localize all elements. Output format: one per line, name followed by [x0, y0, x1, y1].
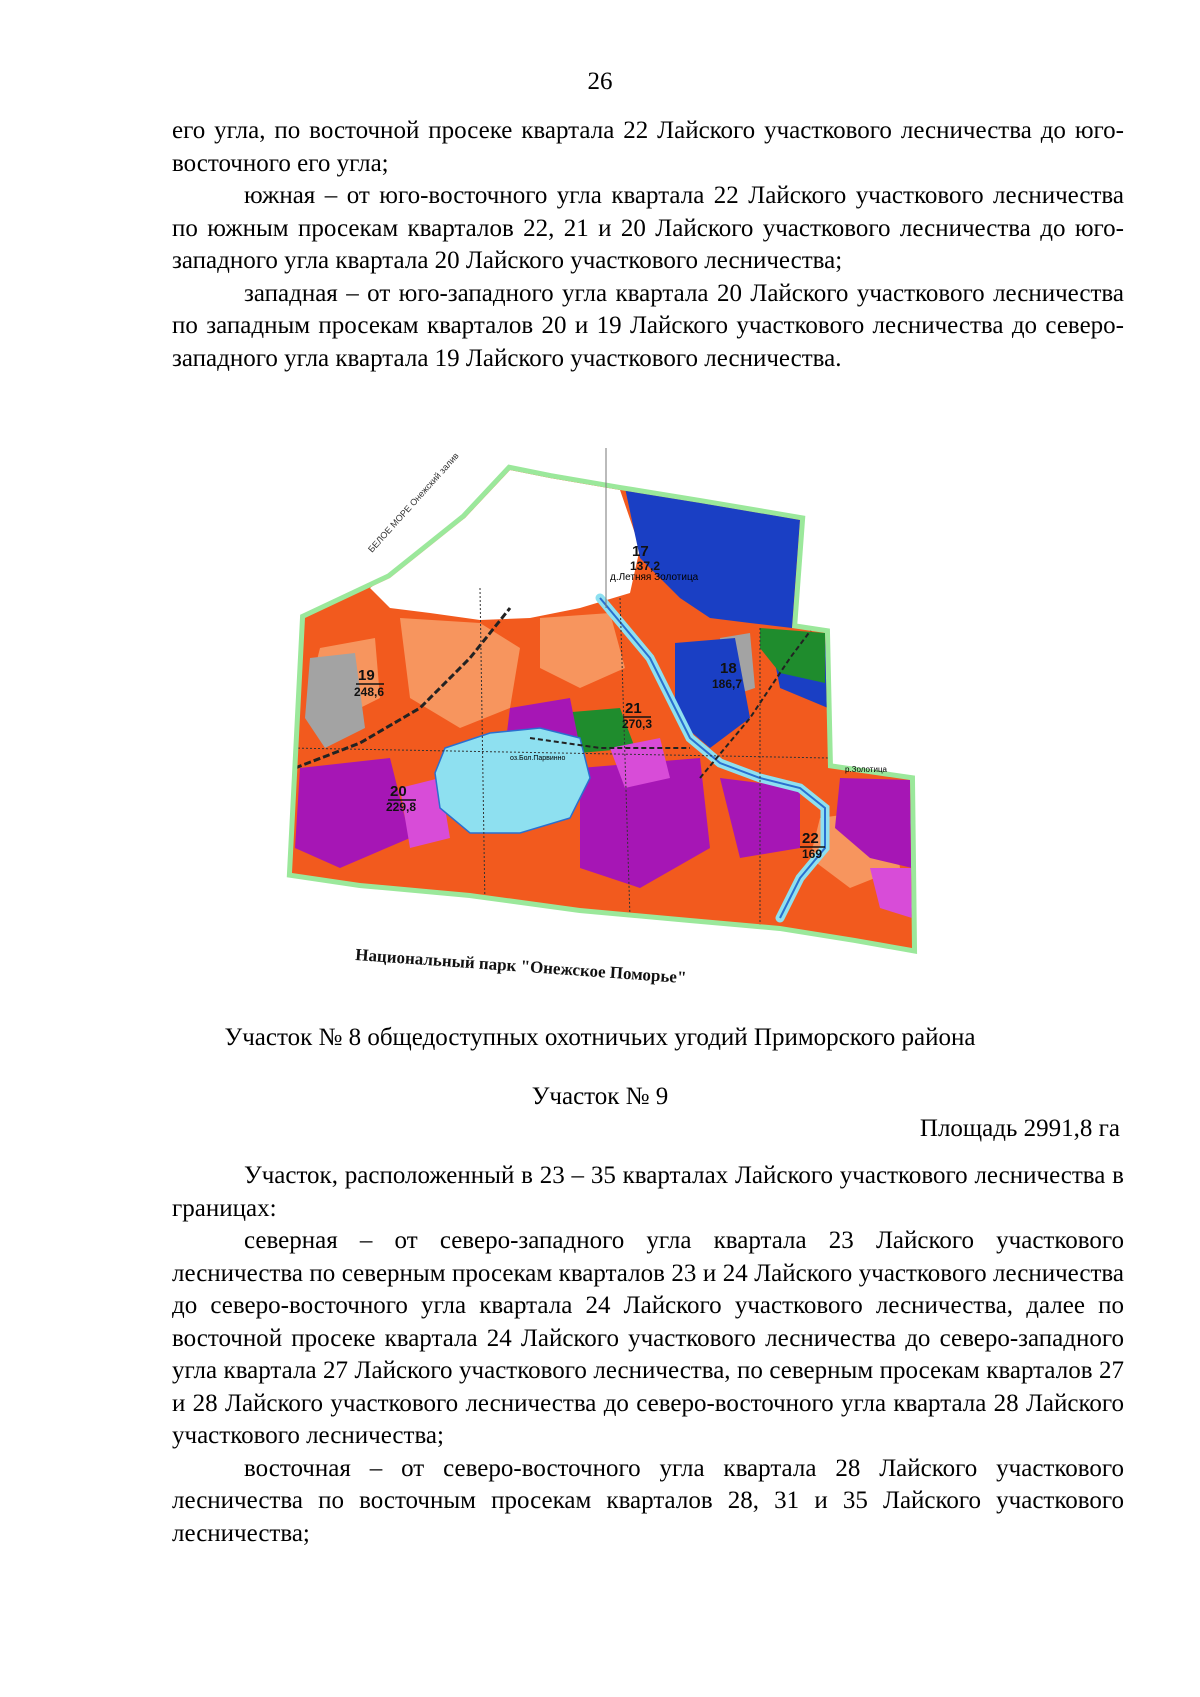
paragraph-west-border: западная – от юго-западного угла квартала 20 Лайского участкового лесничества по западным просекам кварталов 20 и 19 Лайского участкового лесничества до северо-западного угла квартала 19 Лайского участкового лесничества.	[172, 279, 1124, 372]
quarter-17-number: 17	[632, 543, 649, 560]
quarter-20-area: 229,8	[386, 800, 417, 814]
lake-label: оз.Бол.Парвинно	[510, 755, 566, 762]
paragraph-continuation: его угла, по восточной просеке квартала 22 Лайского участкового лесничества до юго-восточного его угла;	[172, 117, 1124, 177]
sea-label: БЕЛОЕ МОРЕ Онежский залив	[366, 450, 461, 555]
quarter-19-number: 19	[358, 667, 375, 684]
paragraph-north-border: северная – от северо-западного угла квартала 23 Лайского участкового лесничества по северным просекам кварталов 23 и 24 Лайского участкового лесничества до северо-восточного угла квартала 24 Лайского участкового лесничества, далее по восточной просеке квартала 24 Лайского участкового лесничества до северо-западного угла квартала 27 Лайского участкового лесничества, по северным просекам кварталов 27 и 28 Лайского участкового лесничества до северо-восточного угла квартала 28 Лайского участкового лесничества;	[172, 1227, 1124, 1449]
section-title: Участок № 9	[531, 1083, 669, 1110]
quarter-22-area: 169	[802, 847, 823, 861]
area-text: Площадь 2991,8 га	[919, 1115, 1120, 1142]
paragraph-south-border: южная – от юго-восточного угла квартала 22 Лайского участкового лесничества по южным просекам кварталов 22, 21 и 20 Лайского участкового лесничества до юго-западного угла квартала 20 Лайского участкового лесничества;	[172, 182, 1124, 274]
top-text-block	[172, 115, 1124, 375]
map-image	[280, 448, 1020, 1013]
quarter-21-area: 270,3	[622, 717, 653, 731]
quarter-17-area: 137,2	[630, 559, 661, 573]
hunting-area-map	[280, 448, 1020, 1013]
quarter-19-area: 248,6	[354, 685, 385, 699]
bottom-text-block	[172, 1160, 1124, 1550]
page-number: 26	[587, 68, 613, 95]
river-label: р.Золотица	[845, 765, 887, 774]
national-park-label: Национальный парк "Онежское Поморье"	[354, 945, 688, 988]
quarter-22-number: 22	[802, 830, 819, 847]
paragraph-east-border: восточная – от северо-восточного угла квартала 28 Лайского участкового лесничества по восточным просекам кварталов 28, 31 и 35 Лайского участкового лесничества;	[172, 1454, 1124, 1547]
lake-shape	[435, 728, 590, 833]
quarter-18-area: 186,7	[712, 677, 743, 691]
quarter-20-number: 20	[390, 783, 407, 800]
map-caption: Участок № 8 общедоступных охотничьих угодий Приморского района	[224, 1024, 976, 1051]
quarter-18-number: 18	[720, 660, 737, 677]
quarter-21-number: 21	[625, 700, 642, 717]
village-label: д.Летняя Золотица	[610, 572, 699, 583]
paragraph-area-description: Участок, расположенный в 23 – 35 кварталах Лайского участкового лесничества в границах:	[172, 1162, 1124, 1222]
